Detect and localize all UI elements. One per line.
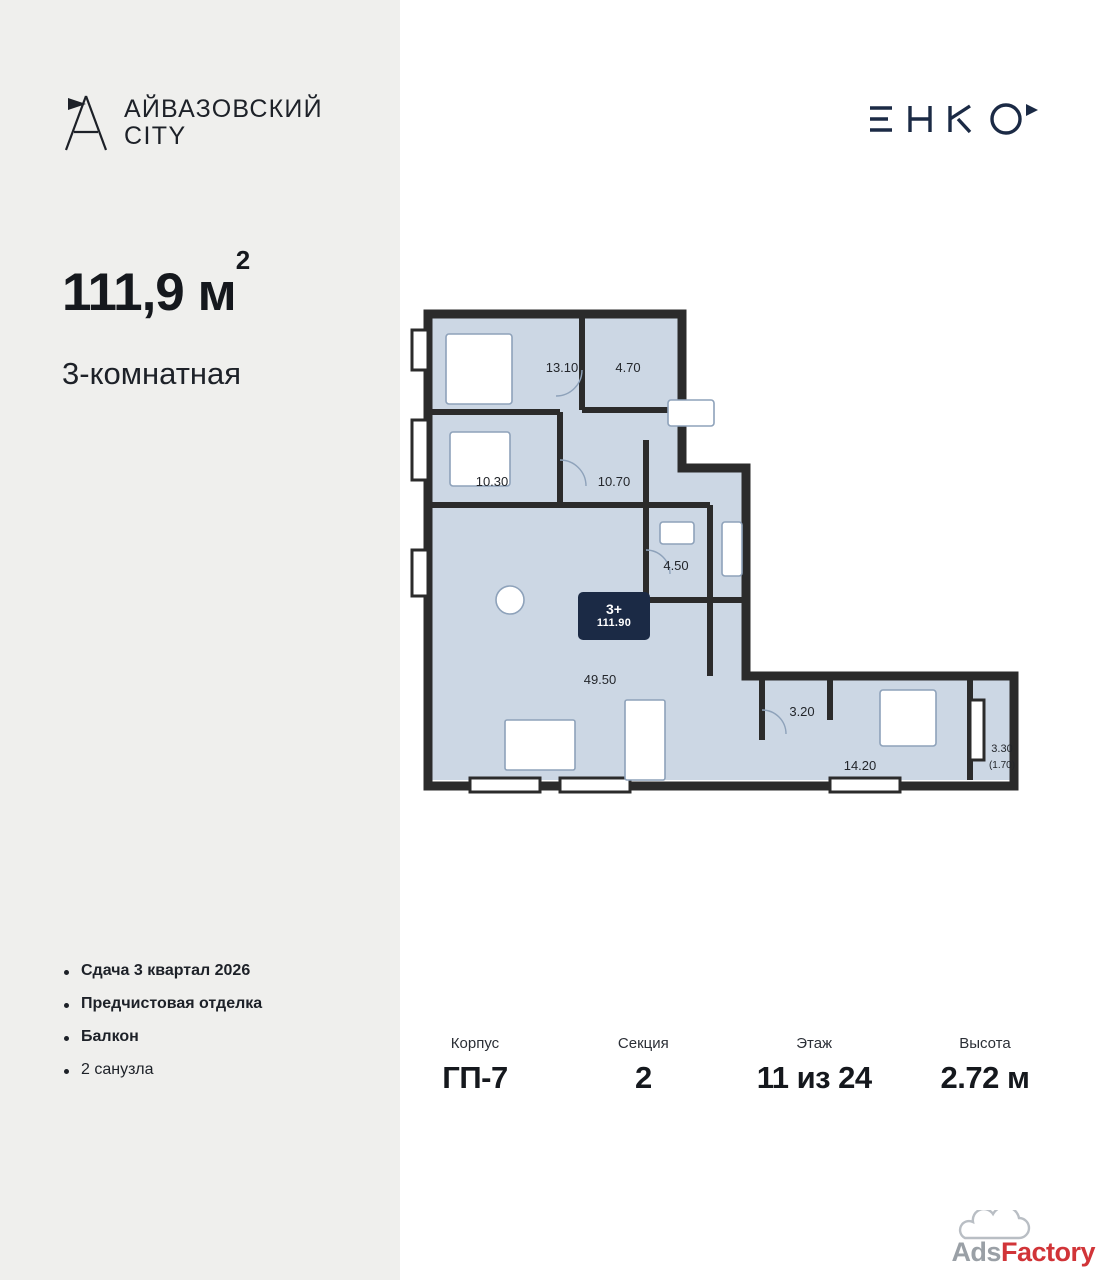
detail-value: 2 <box>634 1060 652 1095</box>
bullet-icon <box>64 1003 69 1008</box>
detail-label: Этаж <box>796 1035 833 1052</box>
detail-value: 2.72 м <box>940 1060 1030 1095</box>
list-item <box>64 1028 262 1046</box>
feature-list <box>64 962 262 1094</box>
room-area-label: 10.30 <box>475 474 509 489</box>
watermark-part1: Ads <box>951 1237 1001 1267</box>
detail-label: Секция <box>617 1035 669 1052</box>
badge-rooms: 3+ <box>606 600 622 617</box>
detail-label: Корпус <box>450 1035 500 1052</box>
feature-text: Балкон <box>81 1028 139 1045</box>
detail-ceiling-height <box>930 1035 1040 1096</box>
apartment-details <box>420 1035 1040 1096</box>
room-area-label: 13.10 <box>545 360 579 375</box>
developer-logo <box>866 100 1041 138</box>
detail-value: ГП-7 <box>442 1060 508 1095</box>
room-area-label: 14.20 <box>843 758 877 773</box>
room-area-label: 4.50 <box>663 558 689 573</box>
list-item <box>64 962 262 980</box>
logo-title: АЙВАЗОВСКИЙ <box>124 95 323 123</box>
detail-label: Высота <box>959 1035 1011 1052</box>
status-badge <box>578 592 650 640</box>
list-item <box>64 1061 262 1079</box>
bullet-icon <box>64 970 69 975</box>
room-area-label: 49.50 <box>583 672 617 687</box>
watermark <box>949 1210 1099 1272</box>
room-area-label: 3.20 <box>789 704 815 719</box>
room-area-label: 10.70 <box>597 474 631 489</box>
floor-plan <box>410 300 1070 860</box>
room-area-label: 4.70 <box>615 360 641 375</box>
bullet-icon <box>64 1036 69 1041</box>
area-unit: м <box>197 263 236 322</box>
detail-value: 11 из 24 <box>756 1060 872 1095</box>
feature-text: Предчистовая отделка <box>81 995 263 1012</box>
apartment-area <box>62 245 250 323</box>
room-area-label: 3.30 <box>991 743 1013 755</box>
detail-building <box>420 1035 530 1096</box>
room-area-label: (1.70) <box>988 760 1016 771</box>
area-number: 111,9 <box>62 263 184 322</box>
list-item <box>64 995 262 1013</box>
feature-text: 2 санузла <box>81 1061 154 1078</box>
detail-section <box>588 1035 698 1096</box>
area-exponent: 2 <box>235 245 250 276</box>
detail-floor <box>757 1035 872 1096</box>
info-panel <box>0 0 400 1280</box>
logo-subtitle: CITY <box>124 122 187 150</box>
bullet-icon <box>64 1069 69 1074</box>
project-logo <box>62 92 323 154</box>
watermark-text <box>951 1237 1095 1268</box>
logo-a-icon <box>62 92 110 154</box>
apartment-rooms: 3-комнатная <box>62 356 242 391</box>
feature-text: Сдача 3 квартал 2026 <box>81 962 251 979</box>
badge-area: 111.90 <box>596 617 632 630</box>
watermark-part2: Factory <box>1000 1237 1095 1267</box>
